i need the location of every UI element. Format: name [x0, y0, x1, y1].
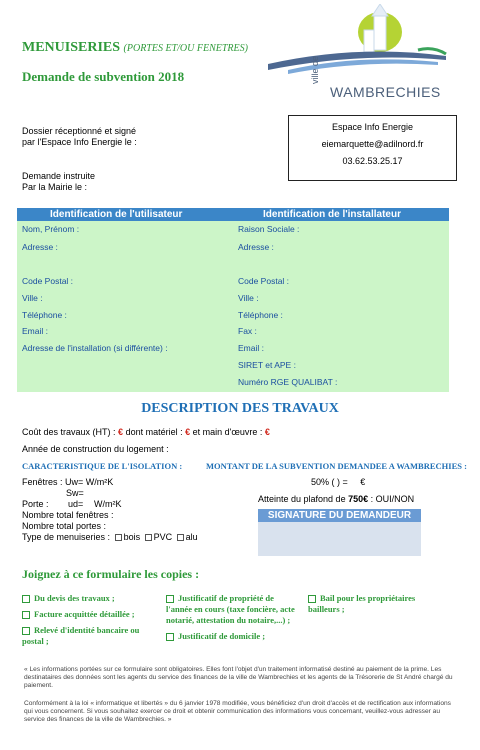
euro-sign: €	[360, 477, 366, 487]
cost-line	[22, 427, 270, 437]
checkbox[interactable]	[115, 534, 122, 541]
attachment-label: Justificatif de propriété de l'année en cours (taxe foncière, acte notarié, attestation du notaire,...) ;	[166, 593, 295, 625]
demande-instruite	[22, 171, 95, 193]
nb-portes-field[interactable]: Nombre total portes :	[22, 521, 107, 531]
installer-siret-field[interactable]: SIRET et APE :	[238, 360, 296, 370]
logo-ville-text: ville de	[310, 55, 320, 84]
user-name-field[interactable]: Nom, Prénom :	[22, 224, 80, 234]
attachment-item[interactable]	[22, 625, 162, 647]
attachment-item[interactable]	[308, 593, 448, 615]
checkbox[interactable]	[166, 595, 174, 603]
euro-sign: €	[264, 427, 270, 437]
checkbox[interactable]	[166, 633, 174, 641]
installer-address-field[interactable]: Adresse :	[238, 242, 274, 252]
checkbox[interactable]	[22, 595, 30, 603]
checkbox[interactable]	[177, 534, 184, 541]
attachments-col1	[22, 593, 162, 647]
attachment-item[interactable]	[166, 593, 296, 626]
user-identification-header: Identification de l'utilisateur	[50, 209, 183, 220]
isolation-header: CARACTERISTIQUE DE L'ISOLATION :	[22, 461, 183, 471]
user-install-address-field[interactable]: Adresse de l'installation (si différente) :	[22, 343, 168, 353]
percent-text: 50% ( ) =	[311, 477, 348, 487]
form-subtitle: Demande de subvention 2018	[22, 69, 185, 84]
euro-sign: €	[185, 427, 191, 437]
rights-note: Conformément à la loi « informatique et libertés » du 6 janvier 1978 modifiée, vous bénéficiez d'un droit d'accès et de rectification aux informations qui vous concernent. Si vous souhaitez exercer ce droit et obtenir communication des informations vous concernant, veuillez-vous adresser au service des finances de la ville de Wambrechies. »	[24, 700, 451, 723]
attachments-title: Joignez à ce formulaire les copies :	[22, 567, 200, 581]
user-city-field[interactable]: Ville :	[22, 293, 43, 303]
checkbox[interactable]	[145, 534, 152, 541]
contact-name: Espace Info Energie	[331, 122, 414, 132]
plafond-suffix: : OUI/NON	[370, 494, 415, 504]
cost-label: Coût des travaux (HT) :	[22, 427, 116, 437]
installer-postal-field[interactable]: Code Postal :	[238, 276, 290, 286]
attachment-item[interactable]	[22, 593, 162, 604]
montant-header: MONTANT DE LA SUBVENTION DEMANDEE A WAMBRECHIES :	[206, 461, 467, 471]
installer-city-field[interactable]: Ville :	[238, 293, 259, 303]
installer-email-field[interactable]: Email :	[238, 343, 264, 353]
attachment-label: Justificatif de domicile ;	[178, 631, 266, 641]
attachments-col2	[166, 593, 296, 642]
attachment-label: Facture acquittée détaillée ;	[34, 609, 135, 619]
percent-field[interactable]	[311, 477, 365, 487]
attachment-label: Du devis des travaux ;	[34, 593, 115, 603]
option-alu: alu	[185, 532, 198, 542]
checkbox[interactable]	[22, 627, 30, 635]
form-title	[22, 40, 248, 56]
installer-phone-field[interactable]: Téléphone :	[238, 310, 283, 320]
privacy-note: « Les informations portées sur ce formulaire sont obligatoires. Elles font l'objet d'un traitement informatisé destiné au paiement de la prime. Les destinataires des données sont les agents du service des finances de la ville de Wambrechies et les agents de la Trésorerie de St André chargé du paiement.	[24, 666, 453, 689]
description-title: DESCRIPTION DES TRAVAUX	[141, 401, 339, 416]
option-bois: bois	[123, 532, 141, 542]
option-pvc: PVC	[153, 532, 173, 542]
attachment-item[interactable]	[166, 631, 296, 642]
materiel-label: dont matériel :	[125, 427, 183, 437]
plafond-prefix: Atteinte du plafond de	[258, 494, 346, 504]
sw-field[interactable]: Sw=	[66, 488, 84, 498]
porte-label: Porte :	[22, 499, 49, 509]
demande-line: Par la Mairie le :	[22, 182, 88, 192]
checkbox[interactable]	[22, 611, 30, 619]
attachment-item[interactable]	[22, 609, 162, 620]
logo-name-text: WAMBRECHIES	[330, 84, 441, 100]
ud-field[interactable]: ud=	[68, 499, 84, 509]
contact-phone: 03.62.53.25.17	[342, 156, 403, 166]
contact-box	[288, 115, 457, 181]
installer-fax-field[interactable]: Fax :	[238, 326, 257, 336]
contact-email[interactable]: eiemarquette@adilnord.fr	[321, 139, 424, 149]
euro-sign: €	[118, 427, 124, 437]
title-text: MENUISERIES	[22, 40, 121, 55]
main-oeuvre-label: et main d'œuvre :	[192, 427, 263, 437]
attachments-col3	[308, 593, 448, 615]
title-subtext: (PORTES ET/OU FENETRES)	[123, 43, 248, 54]
ud-unit: W/m²K	[94, 499, 122, 509]
menuiserie-type-row	[22, 532, 198, 542]
user-email-field[interactable]: Email :	[22, 326, 48, 336]
fenetres-field[interactable]: Fenêtres : Uw= W/m²K	[22, 477, 114, 487]
nb-fenetres-field[interactable]: Nombre total fenêtres :	[22, 510, 114, 520]
menuiserie-type-label: Type de menuiseries :	[22, 532, 111, 542]
installer-company-field[interactable]: Raison Sociale :	[238, 224, 300, 234]
attachment-label: Bail pour les propriétaires bailleurs ;	[308, 593, 416, 614]
installer-rge-field[interactable]: Numéro RGE QUALIBAT :	[238, 377, 338, 387]
plafond-line	[258, 494, 414, 504]
demande-line: Demande instruite	[22, 171, 96, 181]
dossier-reception	[22, 126, 137, 148]
user-phone-field[interactable]: Téléphone :	[22, 310, 67, 320]
identification-table	[17, 208, 449, 392]
plafond-value: 750€	[348, 494, 369, 504]
attachment-label: Relevé d'identité bancaire ou postal ;	[22, 625, 140, 646]
installer-identification-header: Identification de l'installateur	[263, 209, 401, 220]
dossier-line: Dossier réceptionné et signé	[22, 126, 137, 136]
dossier-line: par l'Espace Info Energie le :	[22, 137, 137, 147]
construction-year-field[interactable]: Année de construction du logement :	[22, 444, 169, 454]
user-address-field[interactable]: Adresse :	[22, 242, 58, 252]
user-postal-field[interactable]: Code Postal :	[22, 276, 74, 286]
signature-header: SIGNATURE DU DEMANDEUR	[258, 509, 421, 522]
checkbox[interactable]	[308, 595, 316, 603]
